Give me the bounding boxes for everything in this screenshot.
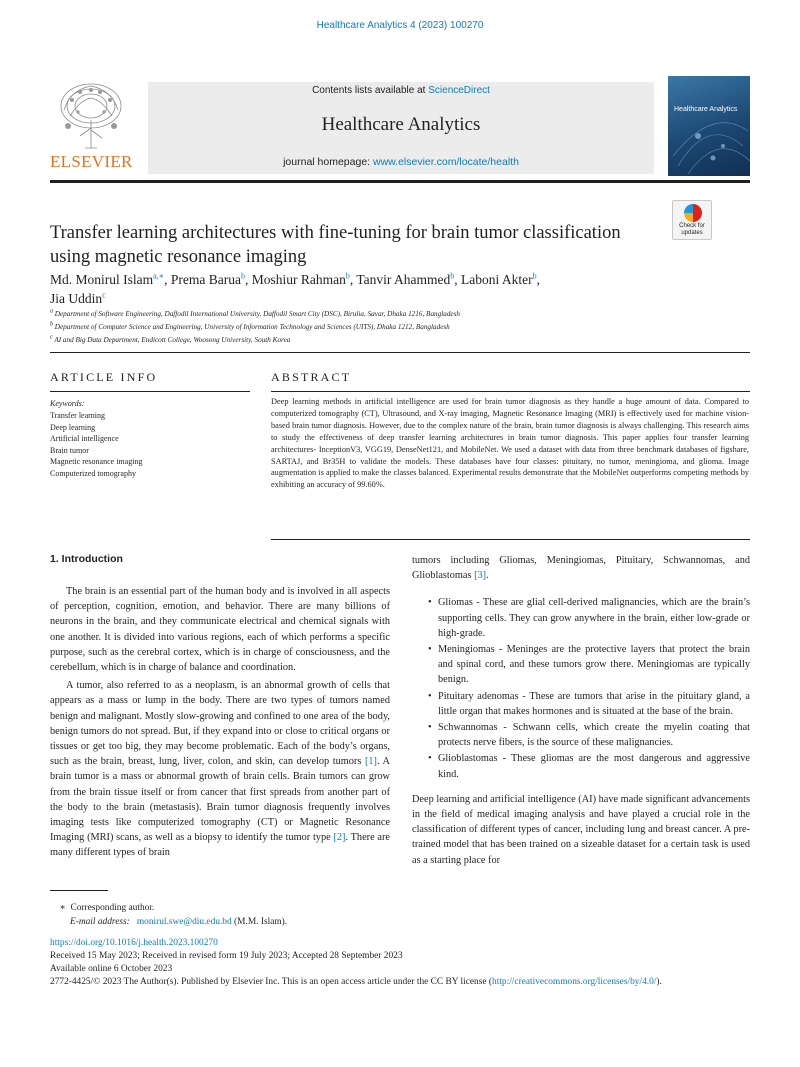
received-dates: Received 15 May 2023; Received in revised form 19 July 2023; Accepted 28 September 2023 bbox=[50, 951, 403, 961]
author-affiliation-mark[interactable]: b bbox=[450, 271, 455, 281]
email-line bbox=[50, 915, 550, 929]
affiliation-rule bbox=[50, 352, 750, 353]
affiliation-text: Department of Computer Science and Engineering, University of Information Technology and Sciences (UITS), Dhaka 1212, Bangladesh bbox=[54, 323, 450, 331]
article-info-rule bbox=[50, 391, 250, 392]
list-item: • Glioblastomas - These gliomas are the most dangerous and aggressive kind. bbox=[428, 751, 750, 781]
author-affiliation-mark[interactable]: c bbox=[102, 290, 106, 300]
author-affiliation-mark[interactable]: a,∗ bbox=[153, 271, 165, 281]
paragraph-text: . A brain tumor is a mass or abnormal growth of brain cells. Brain tumors can grow from the brain tissue itself or from cancer that first spreads from another part of the body to the brain (metastasis). Brain tumor diagnosis frequently involves imaging tests like computerized tomography (CT) or Magnetic Resonance Imaging (MRI) scans, as well as a biopsy to identify the tumor type bbox=[50, 756, 390, 844]
abstract-top-rule bbox=[271, 391, 750, 392]
affiliation-mark: b bbox=[50, 321, 53, 328]
cover-title: Healthcare Analytics bbox=[674, 106, 738, 113]
author-separator: , bbox=[244, 272, 252, 287]
affiliation bbox=[50, 323, 750, 331]
header-rule bbox=[50, 180, 750, 183]
homepage-link[interactable]: www.elsevier.com/locate/health bbox=[373, 156, 519, 168]
paragraph-text: A tumor, also referred to as a neoplasm, is an abnormal growth of cells that appears as a mass or lump in the body. There are two types of tumors named benign and malignant. Mostly slow-growing and confined to one area of the body, benign tumors do not spread. But, if they expand into or close to critical organs or tissues or get too big, they may become problematic. Each of the body’s organs, such as the brain, breast, lung, liver, colon, and skin, can develop tumors bbox=[50, 680, 390, 768]
paragraph: Deep learning and artificial intelligence (AI) have made significant advancements in the field of medical imaging analysis and have played a crucial role in the classification of different types of cancer, including lung and breast cancer. A pre-trained model that has been trained on a sizeable dataset for a certain task is used as a starting place for bbox=[412, 793, 750, 866]
abstract-bottom-rule bbox=[271, 539, 750, 540]
keyword: Deep learning bbox=[50, 422, 96, 432]
citation-link[interactable]: [2] bbox=[333, 832, 346, 844]
corresponding-mark: ∗ bbox=[59, 903, 66, 913]
author-affiliation-mark[interactable]: b bbox=[240, 271, 245, 281]
keyword-list bbox=[50, 410, 250, 479]
keyword: Brain tumor bbox=[50, 445, 89, 455]
license-text: 2772-4425/© 2023 The Author(s). Published by Elsevier Inc. This is an open access article under the CC BY license ( bbox=[50, 977, 493, 987]
author-list bbox=[50, 270, 750, 308]
contents-prefix: Contents lists available at bbox=[312, 85, 429, 96]
journal-banner bbox=[148, 82, 654, 174]
keyword: Transfer learning bbox=[50, 411, 106, 420]
author-separator: , bbox=[164, 272, 171, 287]
affiliation bbox=[50, 310, 750, 318]
right-column bbox=[412, 553, 750, 871]
available-online: Available online 6 October 2023 bbox=[50, 964, 173, 974]
affiliation-mark: c bbox=[50, 334, 53, 341]
license-suffix: ). bbox=[656, 977, 662, 987]
contents-line bbox=[148, 85, 654, 96]
keyword: Computerized tomography bbox=[50, 468, 136, 478]
homepage-prefix: journal homepage: bbox=[283, 156, 373, 168]
homepage-line bbox=[148, 156, 654, 168]
affiliation-mark: a bbox=[50, 308, 53, 315]
abstract-heading: ABSTRACT bbox=[271, 370, 352, 384]
doi-link[interactable]: https://doi.org/10.1016/j.health.2023.100270 bbox=[50, 938, 218, 948]
check-for-updates-badge[interactable] bbox=[672, 200, 712, 240]
list-item: • Meningiomas - Meninges are the protective layers that protect the brain and spinal cord, and these tumors grow there. Meningiomas are typically benign. bbox=[428, 642, 750, 688]
citation-link[interactable]: [1] bbox=[364, 756, 377, 768]
paragraph: The brain is an essential part of the human body and is involved in all aspects of perception, cognition, emotion, and behavior. There are many billions of neurons in the brain, and they communicate electrical and chemical signals with one another. It is divided into various regions, each of which performs a specific purpose, such as the cerebral cortex, which is in charge of consciousness, and the cerebellum, which is in charge of balance and coordination. bbox=[50, 586, 390, 674]
corresponding-author-note bbox=[50, 901, 550, 929]
footnote-rule bbox=[50, 890, 108, 891]
tree-icon bbox=[50, 80, 132, 152]
abstract-text: Deep learning methods in artificial intelligence are used for brain tumor diagnosis as they handle a huge amount of data. Compared to computerized tomography (CT), Ultrasound, and X-ray imaging, Magnetic Resonance Imaging (MRI) is effectively used for machine vision-based brain tumor diagnosis. However, due to the complex nature of the brain, brain tumor diagnosis is always challenging. This research aims to study the effectiveness of deep transfer learning architectures in brain tumor diagnosis. This paper applies four transfer learning architectures- InceptionV3, VGG19, DenseNet121, and MobileNet. We used a dataset with data from three benchmark databases of figshare, SARTAJ, and Br35H to validate the models. These databases have four classes: pituitary, no tumor, meningioma, and glioma. Image augmentation is applied to make the classes balanced. Experimental results demonstrate that the MobileNet outperforms competing methods by exhibiting an accuracy of 99.60%. bbox=[271, 397, 749, 490]
paragraph-text: . There are many different types of brain bbox=[50, 832, 390, 859]
list-item: • Pituitary adenomas - These are tumors that arise in the pituitary gland, a little organ that makes hormones and is situated at the base of the brain. bbox=[428, 689, 750, 719]
license-link[interactable]: http://creativecommons.org/licenses/by/4.0/ bbox=[492, 977, 657, 987]
email-suffix: (M.M. Islam). bbox=[231, 917, 288, 927]
journal-name: Healthcare Analytics bbox=[321, 114, 481, 135]
article-title: Transfer learning architectures with fine-tuning for brain tumor classification using magnetic resonance imaging bbox=[50, 223, 621, 267]
list-item: • Schwannomas - Schwann cells, which create the myelin coating that protects nerve fibers, is the source of these malignancies. bbox=[428, 720, 750, 750]
sciencedirect-link[interactable]: ScienceDirect bbox=[428, 85, 490, 96]
left-column bbox=[50, 584, 390, 864]
paragraph bbox=[412, 553, 750, 583]
author-name[interactable]: Md. Monirul Islam bbox=[50, 272, 154, 287]
author-name[interactable]: Tanvir Ahammed bbox=[356, 272, 451, 287]
paragraph-text: tumors including Gliomas, Meningiomas, Pituitary, Schwannomas, and Glioblastomas bbox=[412, 555, 750, 582]
corresponding-text: Corresponding author. bbox=[70, 903, 155, 913]
elsevier-logo[interactable] bbox=[50, 80, 132, 172]
affiliation-text: Department of Software Engineering, Daffodil International University, Daffodil Smart City (DSC), Birulia, Savar, Dhaka 1216, Bangladesh bbox=[54, 310, 460, 318]
author-separator: , bbox=[349, 272, 357, 287]
citation-link[interactable]: [3] bbox=[474, 570, 487, 582]
journal-cover[interactable] bbox=[668, 76, 750, 176]
email-link[interactable]: monirul.swe@diu.edu.bd bbox=[136, 917, 232, 927]
update-icon bbox=[684, 204, 702, 222]
author-affiliation-mark[interactable]: b bbox=[532, 271, 537, 281]
journal-reference[interactable]: Healthcare Analytics 4 (2023) 100270 bbox=[316, 20, 484, 31]
email-label: E-mail address: bbox=[70, 917, 130, 927]
paragraph-text: . bbox=[486, 570, 489, 582]
article-info-heading: ARTICLE INFO bbox=[50, 370, 158, 384]
badge-label: Check for updates bbox=[679, 223, 705, 236]
author-separator: , bbox=[536, 272, 541, 287]
keyword: Magnetic resonance imaging bbox=[50, 457, 143, 466]
author-name[interactable]: Laboni Akter bbox=[461, 272, 533, 287]
elsevier-wordmark: ELSEVIER bbox=[50, 152, 133, 171]
author-name[interactable]: Jia Uddin bbox=[50, 291, 103, 306]
section-heading: 1. Introduction bbox=[50, 553, 123, 565]
keyword: Artificial intelligence bbox=[50, 434, 119, 443]
publication-info bbox=[50, 937, 760, 989]
keywords-label: Keywords: bbox=[50, 399, 85, 408]
tumor-type-list bbox=[428, 595, 750, 781]
author-name[interactable]: Prema Barua bbox=[170, 272, 241, 287]
author-affiliation-mark[interactable]: b bbox=[345, 271, 350, 281]
cover-art-icon bbox=[668, 76, 750, 176]
list-item: • Gliomas - These are glial cell-derived malignancies, which are the brain’s supporting cells. They can grow anywhere in the brain, either low-grade or high-grade. bbox=[428, 595, 750, 641]
author-separator: , bbox=[454, 272, 462, 287]
author-name[interactable]: Moshiur Rahman bbox=[251, 272, 346, 287]
affiliation bbox=[50, 336, 750, 344]
affiliation-text: AI and Big Data Department, Endicott College, Woosong University, South Korea bbox=[54, 336, 291, 344]
paragraph bbox=[50, 678, 390, 860]
license-line bbox=[50, 976, 760, 989]
corresponding-line bbox=[50, 901, 550, 915]
